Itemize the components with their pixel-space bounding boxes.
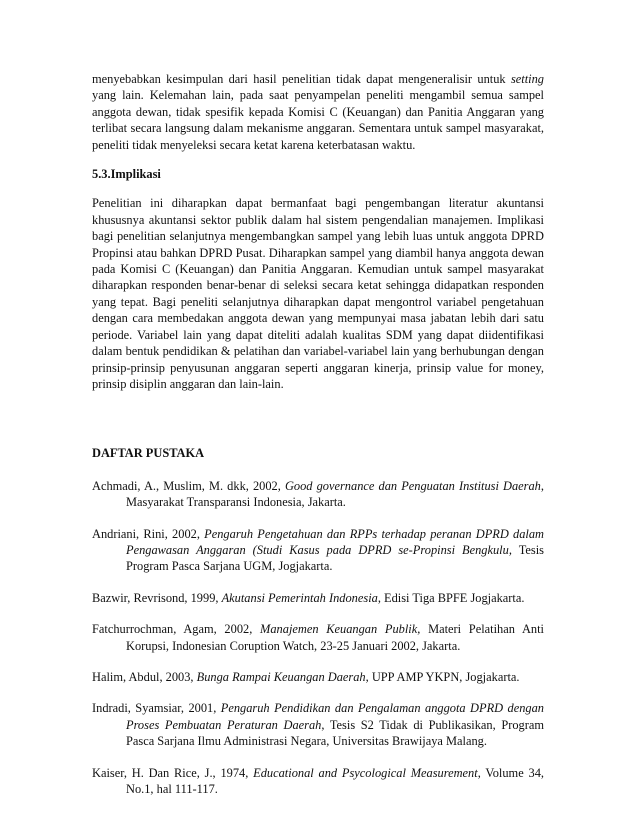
- reference-publisher: , Tesis S2 Tidak di Publikasikan, Program Pasca Sarjana Ilmu Administrasi Negara, Universitas Brawijaya Malang.: [126, 717, 544, 749]
- reference-title: Bunga Rampai Keuangan Daerah,: [196, 669, 369, 684]
- reference-authors: Achmadi, A., Muslim, M. dkk, 2002,: [92, 478, 285, 493]
- reference-list: [92, 478, 544, 798]
- reference-item: [92, 621, 544, 654]
- reference-item: [92, 669, 544, 685]
- reference-item: [92, 478, 544, 511]
- reference-authors: Andriani, Rini, 2002,: [92, 526, 205, 541]
- reference-authors: Fatchurrochman, Agam, 2002,: [92, 622, 261, 637]
- reference-publisher: Tesis Program Pasca Sarjana UGM, Jogjakarta.: [126, 542, 545, 574]
- reference-title: Pengaruh Pengetahuan dan RPPs terhadap peranan DPRD dalam Pengawasan Anggaran (Studi Kasus pada DPRD se-Propinsi Bengkulu,: [126, 526, 544, 557]
- reference-authors: Kaiser, H. Dan Rice, J., 1974,: [92, 765, 254, 780]
- section-heading-implikasi: 5.3.Implikasi: [92, 167, 161, 182]
- reference-item: [92, 590, 544, 606]
- reference-publisher: , Masyarakat Transparansi Indonesia, Jakarta.: [126, 478, 544, 510]
- reference-item: [92, 526, 544, 575]
- reference-authors: Indradi, Syamsiar, 2001,: [92, 701, 221, 716]
- reference-publisher: , Volume 34, No.1, hal 111-117.: [126, 765, 544, 796]
- reference-authors: Halim, Abdul, 2003,: [92, 669, 197, 684]
- reference-title: Educational and Psycological Measurement: [253, 765, 478, 780]
- paragraph-implications: Penelitian ini diharapkan dapat bermanfaat bagi pengembangan literatur akuntansi khususnya akuntansi sektor publik dalam hal sistem pengendalian manajemen. Implikasi bagi penelitian selanjutnya mengembangkan sampel yang lebih luas untuk anggota DPRD Propinsi atau bahkan DPRD Pusat. Diharapkan sampel yang diambil hanya anggota dewan pada Komisi C (Keuangan) dan Panitia Anggaran. Kemudian untuk sampel masyarakat diharapkan responden benar-benar di seleksi secara ketat sehingga didapatkan responden yang tepat. Bagi peneliti selanjutnya diharapkan dapat mengontrol variabel pengetahuan dengan cara membedakan anggota dewan yang mempunyai masa jabatan lebih dari satu periode. Variabel lain yang dapat diteliti adalah kualitas SDM yang dapat diidentifikasi dalam bentuk pendidikan & pelatihan dan variabel-variabel lain yang berhubungan dengan prinsip-prinsip penyusunan anggaran seperti anggaran kinerja, prinsip value for money, prinsip disiplin anggaran dan lain-lain.: [92, 196, 544, 391]
- references-heading: DAFTAR PUSTAKA: [92, 446, 205, 461]
- reference-item: [92, 765, 544, 798]
- reference-title: Manajemen Keuangan Publik,: [260, 622, 421, 637]
- reference-publisher: , Edisi Tiga BPFE Jogjakarta.: [377, 590, 525, 605]
- paragraph-text: menyebabkan kesimpulan dari hasil penelitian tidak dapat mengeneralisir untuk: [92, 72, 511, 86]
- reference-title: Good governance dan Penguatan Institusi Daerah: [284, 478, 541, 493]
- document-page: [92, 71, 544, 812]
- paragraph-limitations: [92, 71, 544, 153]
- reference-publisher: Materi Pelatihan Anti Korupsi, Indonesian Coruption Watch, 23-25 Januari 2002, Jakarta.: [126, 622, 544, 653]
- paragraph-italic-term: setting: [510, 72, 544, 86]
- paragraph-text-continued: yang lain. Kelemahan lain, pada saat penyampelan peneliti mengambil semua sampel anggota dewan, tidak spesifik kepada Komisi C (Keuangan) dan Panitia Anggaran yang terlibat secara langsung dalam mekanisme anggaran. Sementara untuk sampel masyarakat, peneliti tidak menyeleksi secara ketat karena keterbatasan waktu.: [92, 88, 544, 152]
- reference-title: Pengaruh Pendidikan dan Pengalaman anggota DPRD dengan Proses Pembuatan Peraturan Daerah: [126, 701, 544, 732]
- reference-title: Akutansi Pemerintah Indonesia: [221, 590, 378, 605]
- reference-publisher: UPP AMP YKPN, Jogjakarta.: [368, 669, 520, 684]
- reference-item: [92, 700, 544, 749]
- reference-authors: Bazwir, Revrisond, 1999,: [92, 590, 222, 605]
